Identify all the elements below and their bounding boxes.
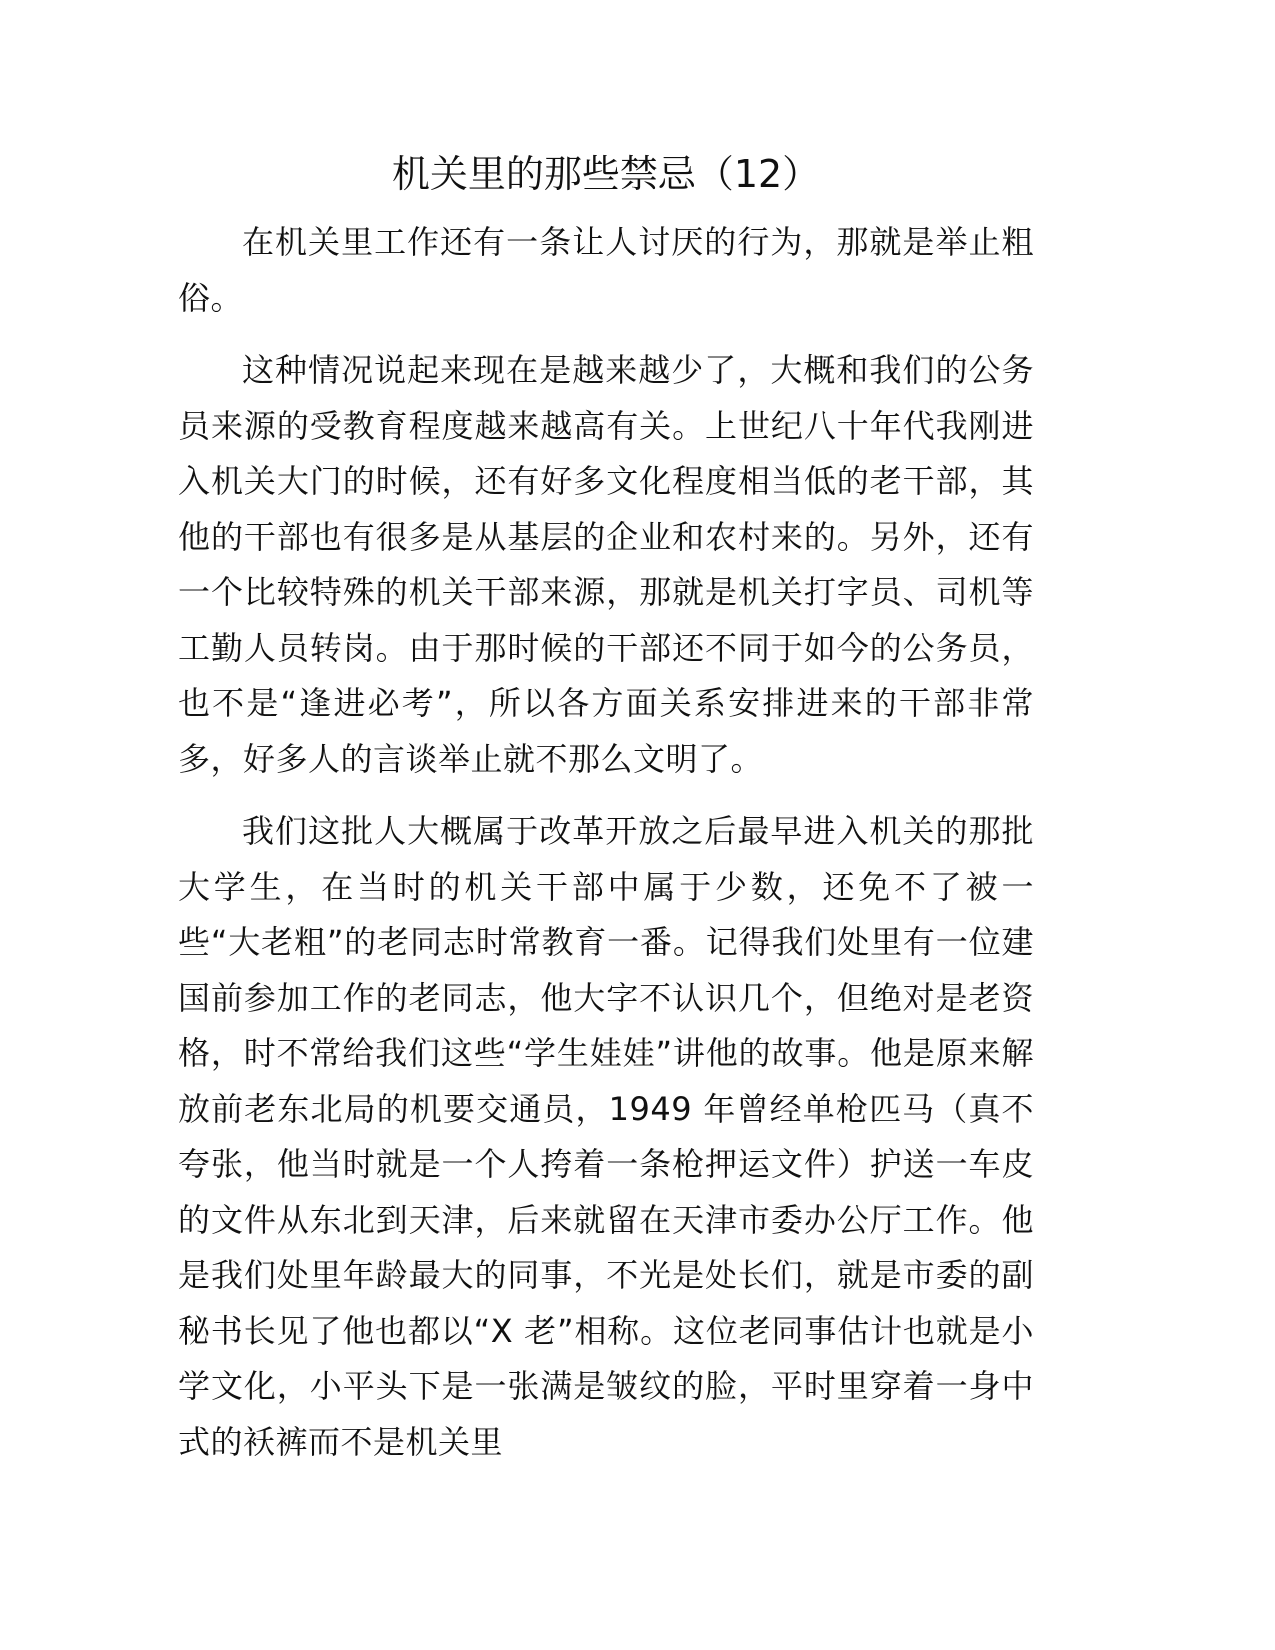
page-title: 机关里的那些禁忌（12）: [391, 152, 821, 196]
paragraph-1: 在机关里工作还有一条让人讨厌的行为，那就是举止粗俗。: [178, 223, 1034, 317]
paragraph-2: 这种情况说起来现在是越来越少了，大概和我们的公务员来源的受教育程度越来越高有关。上世纪八十年代我刚进入机关大门的时候，还有好多文化程度相当低的老干部，其他的干部也有很多是从基层的企业和农村来的。另外，还有一个比较特殊的机关干部来源，那就是机关打字员、司机等工勤人员转岗。由于那时候的干部还不同于如今的公务员，也不是“逢进必考”，所以各方面关系安排进来的干部非常多，好多人的言谈举止就不那么文明了。: [178, 351, 1034, 778]
document-body: [178, 215, 1034, 1470]
paragraph-3: 我们这批人大概属于改革开放之后最早进入机关的那批大学生，在当时的机关干部中属于少数，还免不了被一些“大老粗”的老同志时常教育一番。记得我们处里有一位建国前参加工作的老同志，他大字不认识几个，但绝对是老资格，时不常给我们这些“学生娃娃”讲他的故事。他是原来解放前老东北局的机要交通员，1949 年曾经单枪匹马（真不夸张，他当时就是一个人挎着一条枪押运文件）护送一车皮的文件从东北到天津，后来就留在天津市委办公厅工作。他是我们处里年龄最大的同事，不光是处长们，就是市委的副秘书长见了他也都以“X 老”相称。这位老同事估计也就是小学文化，小平头下是一张满是皱纹的脸，平时里穿着一身中式的袄裤而不是机关里: [178, 812, 1034, 1461]
